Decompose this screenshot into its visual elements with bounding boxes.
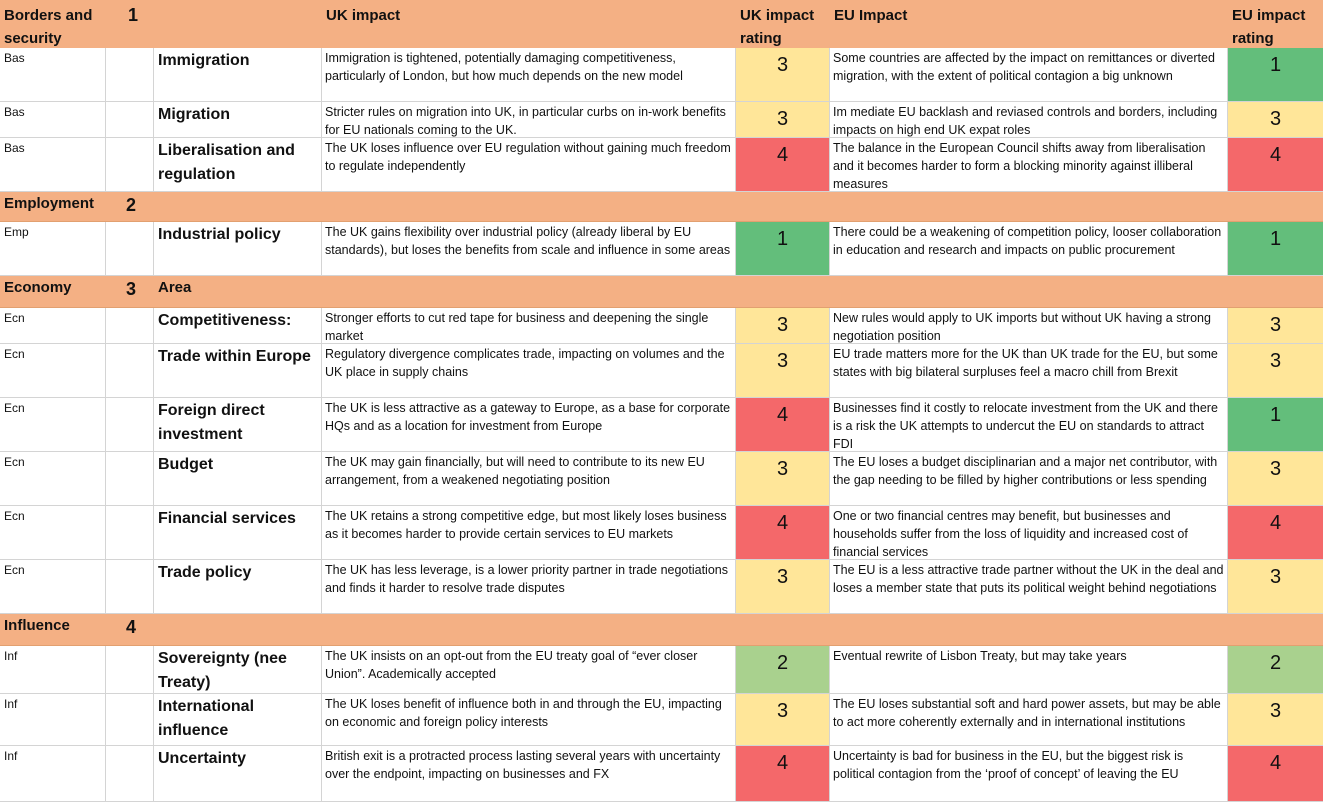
row-category-code: Ecn: [0, 506, 106, 560]
row-spacer: [106, 560, 154, 614]
header-uk-rating: UK impact rating: [740, 7, 815, 47]
header-eu-impact: EU Impact: [834, 7, 908, 24]
row-category-code: Ecn: [0, 398, 106, 452]
row-topic: Trade policy: [154, 560, 322, 614]
row-uk-impact: The UK may gain financially, but will need to contribute to its new EU arrangement, from a weakened negotiating position: [322, 452, 736, 506]
row-uk-rating: 3: [736, 48, 830, 102]
section-filler: [830, 614, 1228, 646]
row-topic: Financial services: [154, 506, 322, 560]
table-row: [0, 138, 1323, 192]
row-eu-impact: New rules would apply to UK imports but without UK having a strong negotiation position: [830, 308, 1228, 344]
row-uk-rating: 3: [736, 452, 830, 506]
row-topic: Uncertainty: [154, 746, 322, 802]
row-uk-impact: The UK has less leverage, is a lower priority partner in trade negotiations and finds it harder to resolve trade disputes: [322, 560, 736, 614]
table-row: [0, 344, 1323, 398]
row-topic: Sovereignty (nee Treaty): [154, 646, 322, 694]
row-uk-impact: British exit is a protracted process lasting several years with uncertainty over the endpoint, impacting on businesses and FX: [322, 746, 736, 802]
row-spacer: [106, 452, 154, 506]
row-uk-rating: 4: [736, 398, 830, 452]
header-section-number: 1: [128, 5, 139, 25]
row-spacer: [106, 746, 154, 802]
row-eu-rating: 1: [1228, 222, 1323, 276]
section-filler: [1228, 614, 1323, 646]
row-eu-rating: 1: [1228, 48, 1323, 102]
section-label: Employment: [0, 192, 106, 222]
row-topic: Foreign direct investment: [154, 398, 322, 452]
row-eu-impact: The balance in the European Council shifts away from liberalisation and it becomes harder to form a blocking minority against illiberal measures: [830, 138, 1228, 192]
row-category-code: Emp: [0, 222, 106, 276]
section-filler: [736, 614, 830, 646]
row-uk-impact: The UK insists on an opt-out from the EU treaty goal of “ever closer Union”. Academically accepted: [322, 646, 736, 694]
row-uk-impact: Immigration is tightened, potentially damaging competitiveness, particularly of London, but how much depends on the new model: [322, 48, 736, 102]
section-filler: [322, 614, 736, 646]
row-spacer: [106, 308, 154, 344]
row-category-code: Ecn: [0, 308, 106, 344]
row-category-code: Ecn: [0, 560, 106, 614]
row-uk-rating: 3: [736, 694, 830, 746]
row-eu-rating: 4: [1228, 746, 1323, 802]
row-uk-rating: 4: [736, 506, 830, 560]
row-spacer: [106, 138, 154, 192]
row-eu-rating: 1: [1228, 398, 1323, 452]
table-row: [0, 560, 1323, 614]
section-filler: [830, 192, 1228, 222]
row-eu-impact: Some countries are affected by the impact on remittances or diverted migration, with the extent of political contagion a big unknown: [830, 48, 1228, 102]
header-section-label: Borders and security: [4, 7, 93, 47]
row-spacer: [106, 102, 154, 138]
row-eu-impact: EU trade matters more for the UK than UK trade for the EU, but some states with big bilateral surpluses feel a macro chill from Brexit: [830, 344, 1228, 398]
row-eu-rating: 2: [1228, 646, 1323, 694]
section-filler: [736, 276, 830, 308]
header-uk-impact: UK impact: [326, 7, 401, 24]
row-category-code: Inf: [0, 746, 106, 802]
row-spacer: [106, 646, 154, 694]
section-number: 3: [106, 276, 154, 308]
row-spacer: [106, 222, 154, 276]
row-uk-rating: 4: [736, 746, 830, 802]
section-filler: [830, 276, 1228, 308]
section-label: Economy: [0, 276, 106, 308]
row-topic: Immigration: [154, 48, 322, 102]
row-spacer: [106, 48, 154, 102]
header-eu-rating: EU impact rating: [1232, 7, 1306, 47]
section-filler: [322, 276, 736, 308]
row-eu-rating: 3: [1228, 308, 1323, 344]
row-eu-rating: 4: [1228, 138, 1323, 192]
section-filler: [154, 192, 322, 222]
row-eu-impact: Im mediate EU backlash and reviased controls and borders, including impacts on high end UK expat roles: [830, 102, 1228, 138]
row-eu-impact: One or two financial centres may benefit, but businesses and households suffer from the loss of liquidity and increased cost of financial services: [830, 506, 1228, 560]
row-topic: Liberalisation and regulation: [154, 138, 322, 192]
row-uk-impact: The UK loses influence over EU regulation without gaining much freedom to regulate independently: [322, 138, 736, 192]
row-eu-rating: 3: [1228, 344, 1323, 398]
header-empty: [154, 0, 322, 48]
row-uk-impact: The UK loses benefit of influence both in and through the EU, impacting on economic and foreign policy interests: [322, 694, 736, 746]
section-row-economy: [0, 276, 1323, 308]
row-category-code: Ecn: [0, 452, 106, 506]
row-uk-rating: 2: [736, 646, 830, 694]
section-row-influence: [0, 614, 1323, 646]
row-eu-impact: The EU loses substantial soft and hard power assets, but may be able to act more coherently externally and in international institutions: [830, 694, 1228, 746]
row-category-code: Inf: [0, 646, 106, 694]
table-row: [0, 48, 1323, 102]
row-uk-impact: Stronger efforts to cut red tape for business and deepening the single market: [322, 308, 736, 344]
row-uk-rating: 3: [736, 344, 830, 398]
row-uk-impact: Stricter rules on migration into UK, in particular curbs on in-work benefits for EU nationals coming to the UK.: [322, 102, 736, 138]
row-topic: Trade within Europe: [154, 344, 322, 398]
section-filler: [154, 614, 322, 646]
row-category-code: Bas: [0, 102, 106, 138]
table-row: [0, 452, 1323, 506]
table-row: [0, 308, 1323, 344]
row-eu-impact: Uncertainty is bad for business in the EU, but the biggest risk is political contagion from the ‘proof of concept’ of leaving the EU: [830, 746, 1228, 802]
row-spacer: [106, 344, 154, 398]
row-eu-rating: 3: [1228, 694, 1323, 746]
row-topic: International influence: [154, 694, 322, 746]
row-spacer: [106, 506, 154, 560]
section-area-label: Area: [154, 276, 322, 308]
row-uk-rating: 1: [736, 222, 830, 276]
table-row: [0, 746, 1323, 802]
row-eu-rating: 3: [1228, 452, 1323, 506]
row-category-code: Inf: [0, 694, 106, 746]
section-label: Influence: [0, 614, 106, 646]
row-uk-rating: 3: [736, 102, 830, 138]
row-category-code: Ecn: [0, 344, 106, 398]
table-row: [0, 506, 1323, 560]
section-row-employment: [0, 192, 1323, 222]
row-uk-impact: Regulatory divergence complicates trade, impacting on volumes and the UK place in supply chains: [322, 344, 736, 398]
row-topic: Migration: [154, 102, 322, 138]
row-uk-impact: The UK is less attractive as a gateway to Europe, as a base for corporate HQs and as a location for investment from Europe: [322, 398, 736, 452]
row-eu-impact: Eventual rewrite of Lisbon Treaty, but may take years: [830, 646, 1228, 694]
header-row: [0, 0, 1323, 48]
section-filler: [322, 192, 736, 222]
row-uk-rating: 3: [736, 308, 830, 344]
row-eu-rating: 3: [1228, 560, 1323, 614]
row-category-code: Bas: [0, 48, 106, 102]
table-row: [0, 102, 1323, 138]
row-uk-impact: The UK gains flexibility over industrial policy (already liberal by EU standards), but loses the benefits from scale and influence in some areas: [322, 222, 736, 276]
table-row: [0, 222, 1323, 276]
row-topic: Budget: [154, 452, 322, 506]
table-row: [0, 646, 1323, 694]
row-topic: Industrial policy: [154, 222, 322, 276]
row-eu-impact: The EU loses a budget disciplinarian and a major net contributor, with the gap needing to be filled by higher contributions or less spending: [830, 452, 1228, 506]
section-filler: [1228, 192, 1323, 222]
section-number: 2: [106, 192, 154, 222]
row-eu-impact: The EU is a less attractive trade partner without the UK in the deal and loses a member state that puts its political weight behind negotiations: [830, 560, 1228, 614]
row-eu-impact: There could be a weakening of competition policy, looser collaboration in education and research and impacts on public procurement: [830, 222, 1228, 276]
row-uk-rating: 4: [736, 138, 830, 192]
row-uk-rating: 3: [736, 560, 830, 614]
row-eu-rating: 4: [1228, 506, 1323, 560]
section-number: 4: [106, 614, 154, 646]
section-filler: [1228, 276, 1323, 308]
row-topic: Competitiveness:: [154, 308, 322, 344]
row-category-code: Bas: [0, 138, 106, 192]
table-row: [0, 694, 1323, 746]
table-row: [0, 398, 1323, 452]
row-eu-rating: 3: [1228, 102, 1323, 138]
row-spacer: [106, 694, 154, 746]
section-filler: [736, 192, 830, 222]
row-eu-impact: Businesses find it costly to relocate investment from the UK and there is a risk the UK attempts to undercut the EU on standards to attract FDI: [830, 398, 1228, 452]
row-spacer: [106, 398, 154, 452]
row-uk-impact: The UK retains a strong competitive edge, but most likely loses business as it becomes harder to provide certain services to EU markets: [322, 506, 736, 560]
